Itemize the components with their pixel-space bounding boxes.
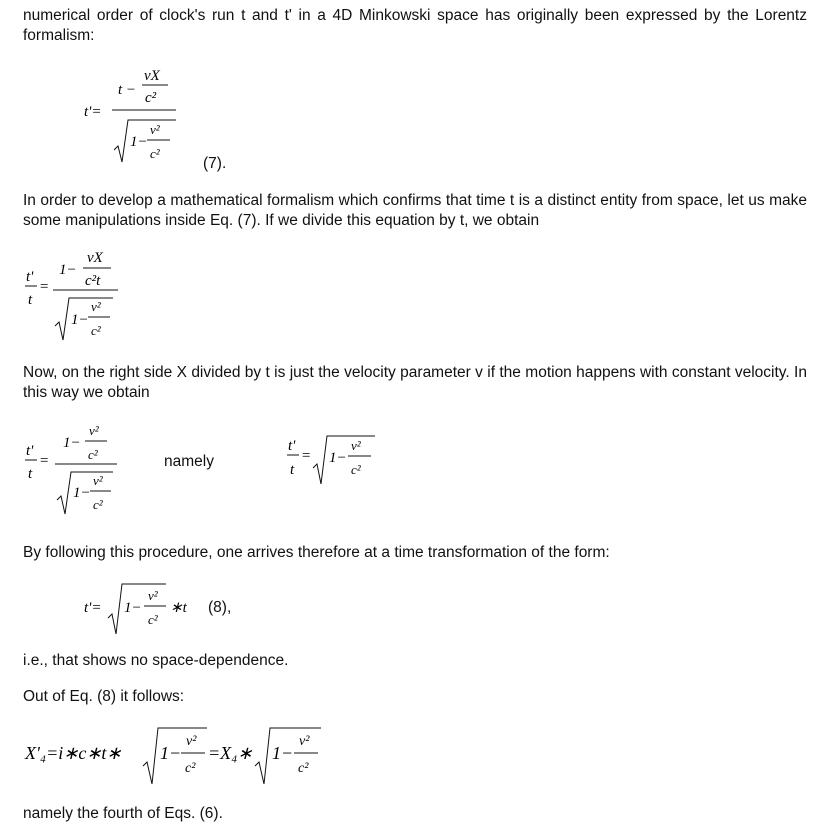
eq8-lhs: t'=: [84, 600, 102, 616]
equation-ratio: [23, 248, 133, 348]
equation-velocity-svg: [23, 418, 133, 518]
vel-num-v2: v²: [89, 423, 99, 438]
simp-tprime: t': [288, 438, 296, 454]
ratio-num-vX: vX: [87, 250, 103, 266]
paragraph-4: By following this procedure, one arrives therefore at a time transformation of the form:: [23, 544, 610, 561]
eq7-den-1minus: 1−: [130, 134, 148, 150]
x4-c2-b: c²: [298, 761, 309, 776]
vel-den-v2: v²: [93, 473, 103, 488]
ratio-den-v2: v²: [91, 299, 101, 314]
equation-ratio-svg: [23, 248, 133, 348]
eq7-lhs: t'=: [84, 104, 102, 120]
paragraph-1: numerical order of clock's run t and t' in a 4D Minkowski space has originally been expressed by the Lorentz formalism:: [23, 7, 807, 44]
eq7-den-c2: c²: [150, 146, 160, 161]
ratio-tprime: t': [26, 269, 34, 285]
simp-v2: v²: [351, 438, 361, 453]
equation-x4-svg: [25, 722, 335, 788]
vel-num-1minus: 1−: [63, 435, 81, 451]
x4-lhs: X'₄=i∗c∗t∗: [25, 743, 122, 763]
vel-den-c2: c²: [93, 497, 103, 512]
equation-7-number: (7).: [203, 155, 227, 172]
namely-label: namely: [164, 453, 214, 470]
x4-eq-X4: =X₄∗: [208, 743, 253, 763]
equation-8-number: (8),: [208, 599, 232, 616]
simp-t: t: [290, 462, 295, 478]
ratio-num-c2t: c²t: [85, 273, 101, 289]
eq8-1minus: 1−: [124, 600, 142, 616]
equation-7: [84, 64, 214, 174]
eq8-c2: c²: [148, 612, 158, 627]
ratio-t: t: [28, 292, 33, 308]
equation-velocity: [23, 418, 133, 518]
simp-eq: =: [301, 448, 312, 464]
eq7-num-c2: c²: [145, 90, 157, 106]
ratio-den-c2: c²: [91, 323, 101, 338]
paragraph-2: In order to develop a mathematical formalism which confirms that time t is a distinct entity from space, let us make some manipulations inside Eq. (7). If we divide this equation by t, we obtain: [23, 192, 807, 229]
equation-8-svg: [84, 578, 204, 638]
ratio-eq: =: [39, 279, 50, 295]
vel-tprime: t': [26, 443, 34, 459]
eq7-num-vX: vX: [144, 68, 160, 84]
eq8-v2: v²: [148, 588, 158, 603]
vel-t: t: [28, 466, 33, 482]
simp-c2: c²: [351, 462, 361, 477]
vel-den-1minus: 1−: [73, 485, 91, 501]
eq8-times-t: ∗t: [170, 600, 187, 616]
paragraph-7: namely the fourth of Eqs. (6).: [23, 805, 223, 822]
vel-num-c2: c²: [88, 447, 98, 462]
x4-1minus-b: 1−: [272, 743, 294, 763]
equation-7-svg: [84, 64, 214, 174]
equation-x4: [25, 722, 335, 788]
paragraph-3: Now, on the right side X divided by t is just the velocity parameter v if the motion happens with constant velocity. In this way we obtain: [23, 364, 807, 401]
paragraph-6: Out of Eq. (8) it follows:: [23, 688, 185, 705]
simp-1minus: 1−: [329, 450, 347, 466]
paragraph-5: i.e., that shows no space-dependence.: [23, 652, 289, 669]
eq7-num-t: t −: [118, 82, 137, 98]
x4-v2-b: v²: [299, 734, 310, 749]
equation-velocity-simplified: [285, 432, 385, 492]
x4-c2-a: c²: [185, 761, 196, 776]
equation-velocity-simplified-svg: [285, 432, 385, 492]
vel-eq: =: [39, 453, 50, 469]
x4-v2-a: v²: [186, 734, 197, 749]
x4-1minus-a: 1−: [160, 743, 182, 763]
eq7-den-v2: v²: [150, 122, 160, 137]
ratio-num-1minus: 1−: [59, 262, 77, 278]
ratio-den-1minus: 1−: [71, 312, 89, 328]
equation-8: [84, 578, 204, 638]
